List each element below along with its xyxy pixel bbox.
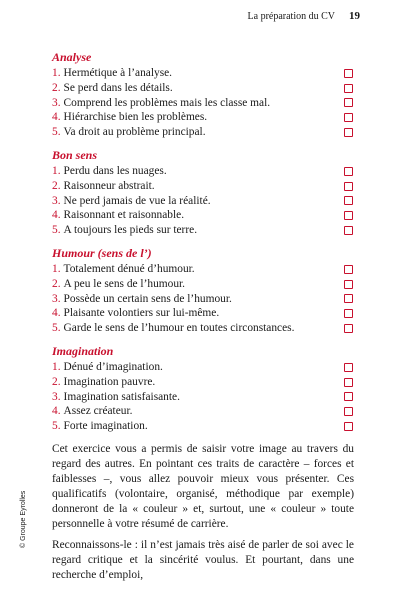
option-row (52, 292, 354, 307)
checkbox-icon[interactable] (344, 113, 353, 122)
option-row (52, 125, 354, 140)
option-label (52, 375, 155, 390)
option-text: Hermétique à l’analyse. (63, 67, 173, 79)
questionnaire-section (52, 50, 354, 140)
option-text: A peu le sens de l’humour. (63, 277, 186, 290)
body-text (52, 442, 354, 583)
option-text: A toujours les pieds sur terre. (63, 224, 198, 237)
option-label (52, 96, 270, 111)
option-number: 5. (52, 322, 61, 335)
option-text: Hiérarchise bien les problèmes. (63, 111, 208, 124)
option-number: 4. (52, 405, 61, 418)
option-label (52, 292, 232, 307)
checkbox-icon[interactable] (344, 294, 353, 303)
copyright-notice: © Groupe Eyrolles (20, 490, 27, 548)
option-number: 1. (52, 262, 61, 275)
checkbox-icon[interactable] (344, 407, 353, 416)
option-label (52, 223, 197, 238)
checkbox-icon[interactable] (344, 422, 353, 431)
option-label (52, 179, 155, 194)
questionnaire (52, 50, 354, 434)
option-number: 1. (52, 67, 61, 79)
option-label (52, 390, 180, 405)
option-label (52, 81, 173, 96)
option-label (52, 125, 206, 140)
chapter-title: La préparation du CV (247, 11, 335, 22)
checkbox-icon[interactable] (344, 324, 353, 333)
option-row (52, 360, 354, 375)
option-number: 2. (52, 179, 61, 192)
option-label (52, 419, 148, 434)
checkbox-icon[interactable] (344, 226, 353, 235)
questionnaire-section (52, 344, 354, 434)
running-head (248, 10, 360, 22)
option-text: Garde le sens de l’humour en toutes circonstances. (63, 322, 295, 335)
option-row (52, 110, 354, 125)
option-number: 3. (52, 292, 61, 305)
option-row (52, 66, 354, 81)
option-row (52, 277, 354, 292)
option-label (52, 164, 167, 179)
checkbox-icon[interactable] (344, 211, 353, 220)
option-number: 3. (52, 194, 61, 207)
section-title: Imagination (52, 343, 114, 358)
option-row (52, 419, 354, 434)
option-number: 4. (52, 111, 61, 124)
option-text: Forte imagination. (63, 420, 148, 433)
option-number: 4. (52, 209, 61, 222)
checkbox-icon[interactable] (344, 280, 353, 289)
page-number: 19 (349, 10, 360, 22)
option-text: Assez créateur. (63, 405, 133, 418)
option-label (52, 208, 184, 223)
option-number: 5. (52, 224, 61, 237)
option-number: 1. (52, 164, 61, 177)
option-text: Raisonnant et raisonnable. (63, 209, 185, 222)
option-label (52, 194, 211, 209)
option-label (52, 321, 294, 336)
checkbox-icon[interactable] (344, 69, 353, 78)
section-title: Bon sens (52, 147, 98, 162)
option-number: 1. (52, 360, 61, 373)
checkbox-icon[interactable] (344, 392, 353, 401)
option-row (52, 262, 354, 277)
option-text: Totalement dénué d’humour. (63, 262, 195, 275)
paragraph: Cet exercice vous a permis de saisir votre image au travers du regard des autres. En pointant ces traits de caractère – forces et faiblesses –, vous allez pouvoir mieux vous présenter. Ces qualificatifs (volontaire, organisé, méthodique par exemple) donneront de la « couleur » et, surtout, une « couleur » toute personnelle à votre résumé de carrière. (52, 442, 354, 530)
option-row (52, 223, 354, 238)
checkbox-icon[interactable] (344, 265, 353, 274)
option-text: Se perd dans les détails. (63, 81, 173, 94)
option-text: Imagination satisfaisante. (63, 390, 180, 403)
option-text: Possède un certain sens de l’humour. (63, 292, 232, 305)
option-text: Comprend les problèmes mais les classe mal. (63, 96, 271, 109)
option-row (52, 179, 354, 194)
option-text: Dénué d’imagination. (63, 360, 163, 373)
option-number: 2. (52, 277, 61, 290)
option-text: Ne perd jamais de vue la réalité. (63, 194, 211, 207)
checkbox-icon[interactable] (344, 128, 353, 137)
option-label (52, 404, 133, 419)
option-row (52, 96, 354, 111)
option-number: 5. (52, 420, 61, 433)
questionnaire-section (52, 246, 354, 336)
section-title: Analyse (52, 50, 92, 64)
option-row (52, 390, 354, 405)
option-text: Va droit au problème principal. (63, 126, 206, 139)
option-row (52, 306, 354, 321)
option-row (52, 321, 354, 336)
questionnaire-section (52, 148, 354, 238)
option-label (52, 110, 207, 125)
option-number: 3. (52, 390, 61, 403)
option-row (52, 164, 354, 179)
checkbox-icon[interactable] (344, 182, 353, 191)
paragraph: Reconnaissons-le : il n’est jamais très aisé de parler de soi avec le regard critique et la sincérité voulus. Et pourtant, dans une recherche d’emploi, (52, 538, 354, 581)
page-content (52, 50, 354, 589)
checkbox-icon[interactable] (344, 309, 353, 318)
option-number: 5. (52, 126, 61, 139)
option-label (52, 360, 163, 375)
checkbox-icon[interactable] (344, 84, 353, 93)
section-title: Humour (sens de l’) (52, 245, 152, 260)
option-label (52, 66, 172, 81)
option-row (52, 81, 354, 96)
option-label (52, 262, 195, 277)
option-label (52, 277, 185, 292)
option-row (52, 404, 354, 419)
option-label (52, 306, 219, 321)
option-number: 2. (52, 81, 61, 94)
option-row (52, 375, 354, 390)
checkbox-icon[interactable] (344, 167, 353, 176)
option-number: 3. (52, 96, 61, 109)
option-text: Perdu dans les nuages. (63, 164, 167, 177)
option-text: Plaisante volontiers sur lui-même. (63, 307, 220, 320)
checkbox-icon[interactable] (344, 378, 353, 387)
option-row (52, 194, 354, 209)
option-text: Imagination pauvre. (63, 375, 156, 388)
option-text: Raisonneur abstrait. (63, 179, 155, 192)
checkbox-icon[interactable] (344, 98, 353, 107)
option-number: 2. (52, 375, 61, 388)
option-number: 4. (52, 307, 61, 320)
checkbox-icon[interactable] (344, 196, 353, 205)
checkbox-icon[interactable] (344, 363, 353, 372)
option-row (52, 208, 354, 223)
